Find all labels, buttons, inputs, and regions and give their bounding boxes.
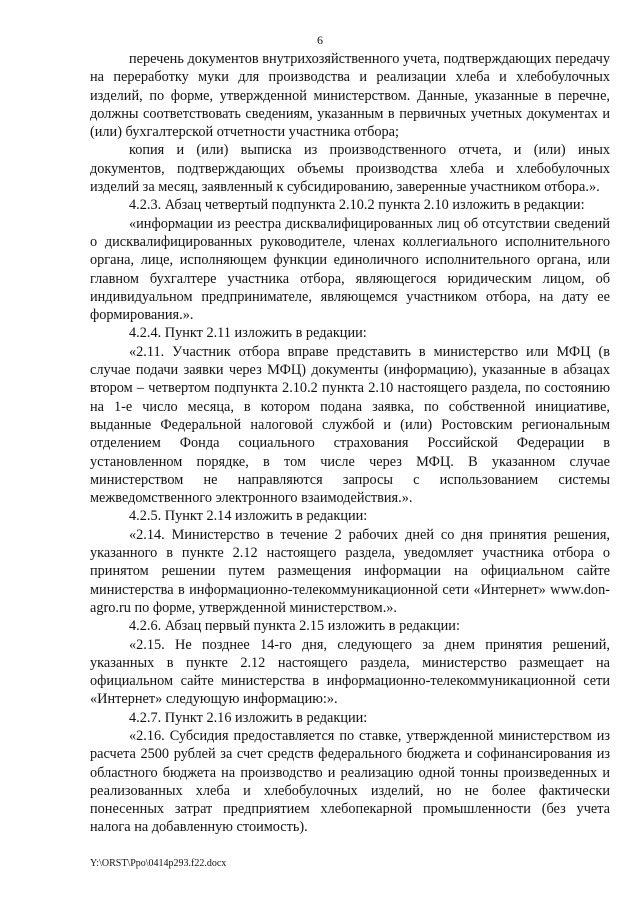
paragraph-11: 4.2.7. Пункт 2.16 изложить в редакции: [129,709,368,726]
paragraph-6: «2.11. Участник отбора вправе представить в министерство или МФЦ (в случае подачи заявки через МФЦ) документы (информацию), указанные в абзацах втором – четвертом подпункта 2.10.2 пункта 2.10 настоящего раздела, по состоянию на 1-е число месяца, в котором подана заявка, по собственной инициативе, выданные Федеральной налоговой службой и (или) Ростовским региональным отделением Фонда социального страхования Российской Федерации в установленном порядке, в том числе через МФЦ. В указанном случае министерством не направляются запросы с использованием системы межведомственного электронного взаимодействия.». [90,343,610,507]
paragraph-12: «2.16. Субсидия предоставляется по ставке, утвержденной министерством из расчета 2500 рублей за счет средств федерального бюджета и софинансирования из областного бюджета на производство и реализацию одной тонны произведенных и реализованных хлеба и хлебобулочных изделий, но не более фактически понесенных затрат предприятием хлебопекарной промышленности (без учета налога на добавленную стоимость). [90,727,610,836]
paragraph-10: «2.15. Не позднее 14-го дня, следующего за днем принятия решений, указанных в пункте 2.12 настоящего раздела, министерство размещает на официальном сайте министерства в информационно-телекоммуникационной сети «Интернет» следующую информацию:». [90,636,610,708]
paragraph-3: 4.2.3. Абзац четвертый подпункта 2.10.2 пункта 2.10 изложить в редакции: [129,197,585,214]
paragraph-8: «2.14. Министерство в течение 2 рабочих дней со дня принятия решения, указанного в пункте 2.12 настоящего раздела, уведомляет участника отбора о принятом решении путем размещения информации на официальном сайте министерства в информационно-телекоммуникационной сети «Интернет» www.don-agro.ru по форме, утвержденной министерством.». [90,526,610,616]
document-body [90,50,610,837]
paragraph-4: «информации из реестра дисквалифицированных лиц об отсутствии сведений о дисквалифицированных руководителе, членах коллегиального исполнительного органа, лице, исполняющем функции единоличного исполнительного органа, или главном бухгалтере участника отбора, являющегося юридическим лицом, об индивидуальном предпринимателе, являющемся участником отбора, на дату ее формирования.». [90,215,610,324]
paragraph-7: 4.2.5. Пункт 2.14 изложить в редакции: [129,508,368,525]
paragraph-9: 4.2.6. Абзац первый пункта 2.15 изложить в редакции: [129,618,460,635]
paragraph-5: 4.2.4. Пункт 2.11 изложить в редакции: [129,325,367,342]
paragraph-2: копия и (или) выписка из производственного отчета, и (или) иных документов, подтверждающих объемы производства хлеба и хлебобулочных изделий за месяц, заявленный к субсидированию, заверенные участником отбора.». [90,142,610,196]
paragraph-1: перечень документов внутрихозяйственного учета, подтверждающих передачу на переработку муки для производства и реализации хлеба и хлебобулочных изделий, по форме, утвержденной министерством. Данные, указанные в перечне, должны соответствовать сведениям, указанным в первичных учетных документах и (или) бухгалтерской отчетности участника отбора; [90,51,610,141]
file-path-footer: Y:\ORST\Ppo\0414p293.f22.docx [90,858,227,869]
page-number: 6 [317,33,323,47]
